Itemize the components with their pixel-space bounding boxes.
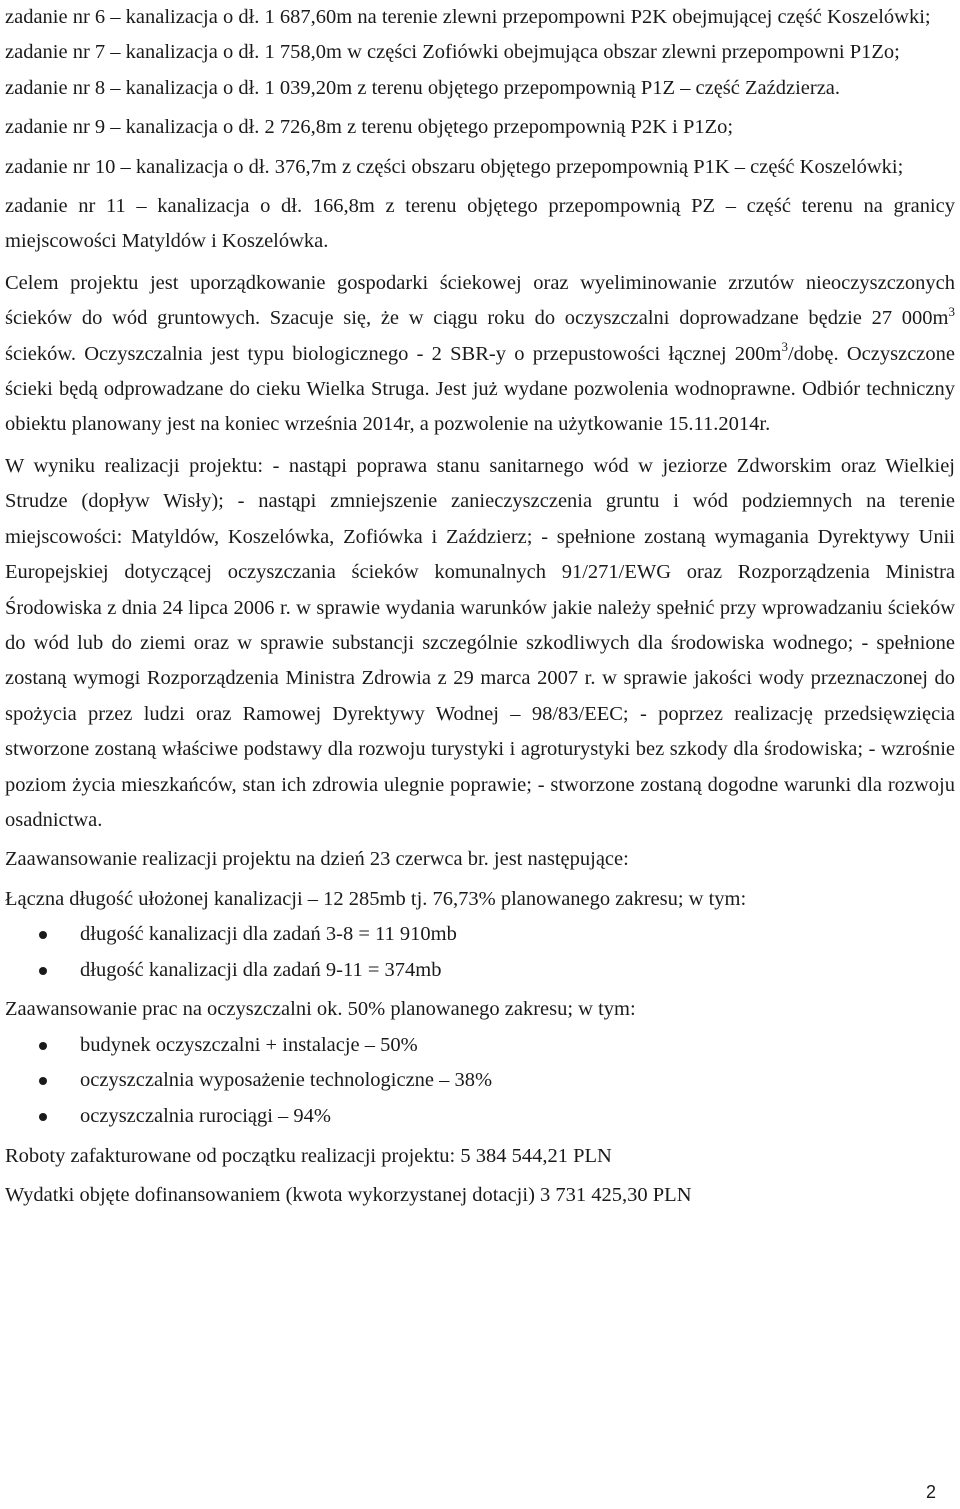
bullet-icon xyxy=(39,931,47,939)
task-9: zadanie nr 9 – kanalizacja o dł. 2 726,8m z terenu objętego przepompownią P2K i P1Zo; xyxy=(5,116,734,139)
cubic-superscript-2: 3 xyxy=(781,339,788,355)
goal-text-2: ścieków. Oczyszczalnia jest typu biologicznego - 2 SBR-y o przepustowości łącznej 200m xyxy=(5,342,782,365)
task-8: zadanie nr 8 – kanalizacja o dł. 1 039,20m z terenu objętego przepompownią P1Z – część Zaździerza. xyxy=(5,76,841,99)
cofinanced-amount: Wydatki objęte dofinansowaniem (kwota wykorzystanej dotacji) 3 731 425,30 PLN xyxy=(5,1183,692,1206)
list-item: oczyszczalnia wyposażenie technologiczne – 38% xyxy=(5,1063,955,1099)
goal-text-1: Celem projektu jest uporządkowanie gospodarki ściekowej oraz wyeliminowanie zrzutów nieoczyszczonych ścieków do wód gruntowych. Szacuje się, że w ciągu roku do oczyszczalni doprowadzane będzie 27 000m xyxy=(5,271,955,330)
sewer-list xyxy=(5,917,955,988)
project-goal-paragraph xyxy=(5,266,955,443)
bullet-icon xyxy=(39,967,47,975)
bullet-icon xyxy=(39,1077,47,1085)
task-10: zadanie nr 10 – kanalizacja o dł. 376,7m z części obszaru objętego przepompownią P1K – część Koszelówki; xyxy=(5,155,904,178)
list-item: budynek oczyszczalni + instalacje – 50% xyxy=(5,1028,955,1064)
task-7: zadanie nr 7 – kanalizacja o dł. 1 758,0m w części Zofiówki obejmująca obszar zlewni przepompowni P1Zo; xyxy=(5,41,900,64)
list-item: długość kanalizacji dla zadań 9-11 = 374mb xyxy=(5,953,955,989)
plant-list xyxy=(5,1028,955,1135)
plant-total: Zaawansowanie prac na oczyszczalni ok. 50% planowanego zakresu; w tym: xyxy=(5,998,636,1021)
sewer-total: Łączna długość ułożonej kanalizacji – 12 285mb tj. 76,73% planowanego zakresu; w tym: xyxy=(5,887,747,910)
task-11: zadanie nr 11 – kanalizacja o dł. 166,8m z terenu objętego przepompownią PZ – część terenu na granicy miejscowości Matyldów i Koszelówka. xyxy=(5,195,955,253)
goal-text-3: /dobę. Oczyszczone ścieki będą odprowadzane do cieku Wielka Struga. Jest już wydane pozwolenia wodnoprawne. Odbiór techniczny obiektu planowany jest na koniec września 2014r, a pozwolenie na użytkowanie 15.11.2014r. xyxy=(5,342,955,436)
page-number: 2 xyxy=(925,1482,936,1502)
invoiced-amount: Roboty zafakturowane od początku realizacji projektu: 5 384 544,21 PLN xyxy=(5,1144,612,1167)
list-item: długość kanalizacji dla zadań 3-8 = 11 910mb xyxy=(5,917,955,953)
task-6: zadanie nr 6 – kanalizacja o dł. 1 687,60m na terenie zlewni przepompowni P2K obejmującej część Koszelówki; xyxy=(5,6,931,28)
list-item: oczyszczalnia rurociągi – 94% xyxy=(5,1099,955,1135)
bullet-icon xyxy=(39,1113,47,1121)
bullet-icon xyxy=(39,1042,47,1050)
progress-intro: Zaawansowanie realizacji projektu na dzień 23 czerwca br. jest następujące: xyxy=(5,848,629,871)
cubic-superscript-1: 3 xyxy=(948,303,955,319)
project-result-paragraph: W wyniku realizacji projektu: - nastąpi poprawa stanu sanitarnego wód w jeziorze Zdworskim oraz Wielkiej Strudze (dopływ Wisły); - nastąpi zmniejszenie zanieczyszczenia gruntu i wód podziemnych na terenie miejscowości: Matyldów, Koszelówka, Zofiówka i Zaździerz; - spełnione zostaną wymagania Dyrektywy Unii Europejskiej dotyczącej oczyszczania ścieków komunalnych 91/271/EWG oraz Rozporządzenia Ministra Środowiska z dnia 24 lipca 2006 r. w sprawie wydania warunków jakie należy spełnić przy wprowadzaniu ścieków do wód lub do ziemi oraz w sprawie substancji szczególnie szkodliwych dla środowiska wodnego; - spełnione zostaną wymogi Rozporządzenia Ministra Zdrowia z 29 marca 2007 r. w sprawie jakości wody przeznaczonej do spożycia przez ludzi oraz Ramowej Dyrektywy Wodnej – 98/83/EEC; - poprzez realizację przedsięwzięcia stworzone zostaną właściwe podstawy dla rozwoju turystyki i agroturystyki bez szkody dla środowiska; - wzrośnie poziom życia mieszkańców, stan ich zdrowia ulegnie poprawie; - stworzone zostaną dogodne warunki dla rozwoju osadnictwa. xyxy=(5,454,955,831)
document-page xyxy=(5,0,955,1213)
